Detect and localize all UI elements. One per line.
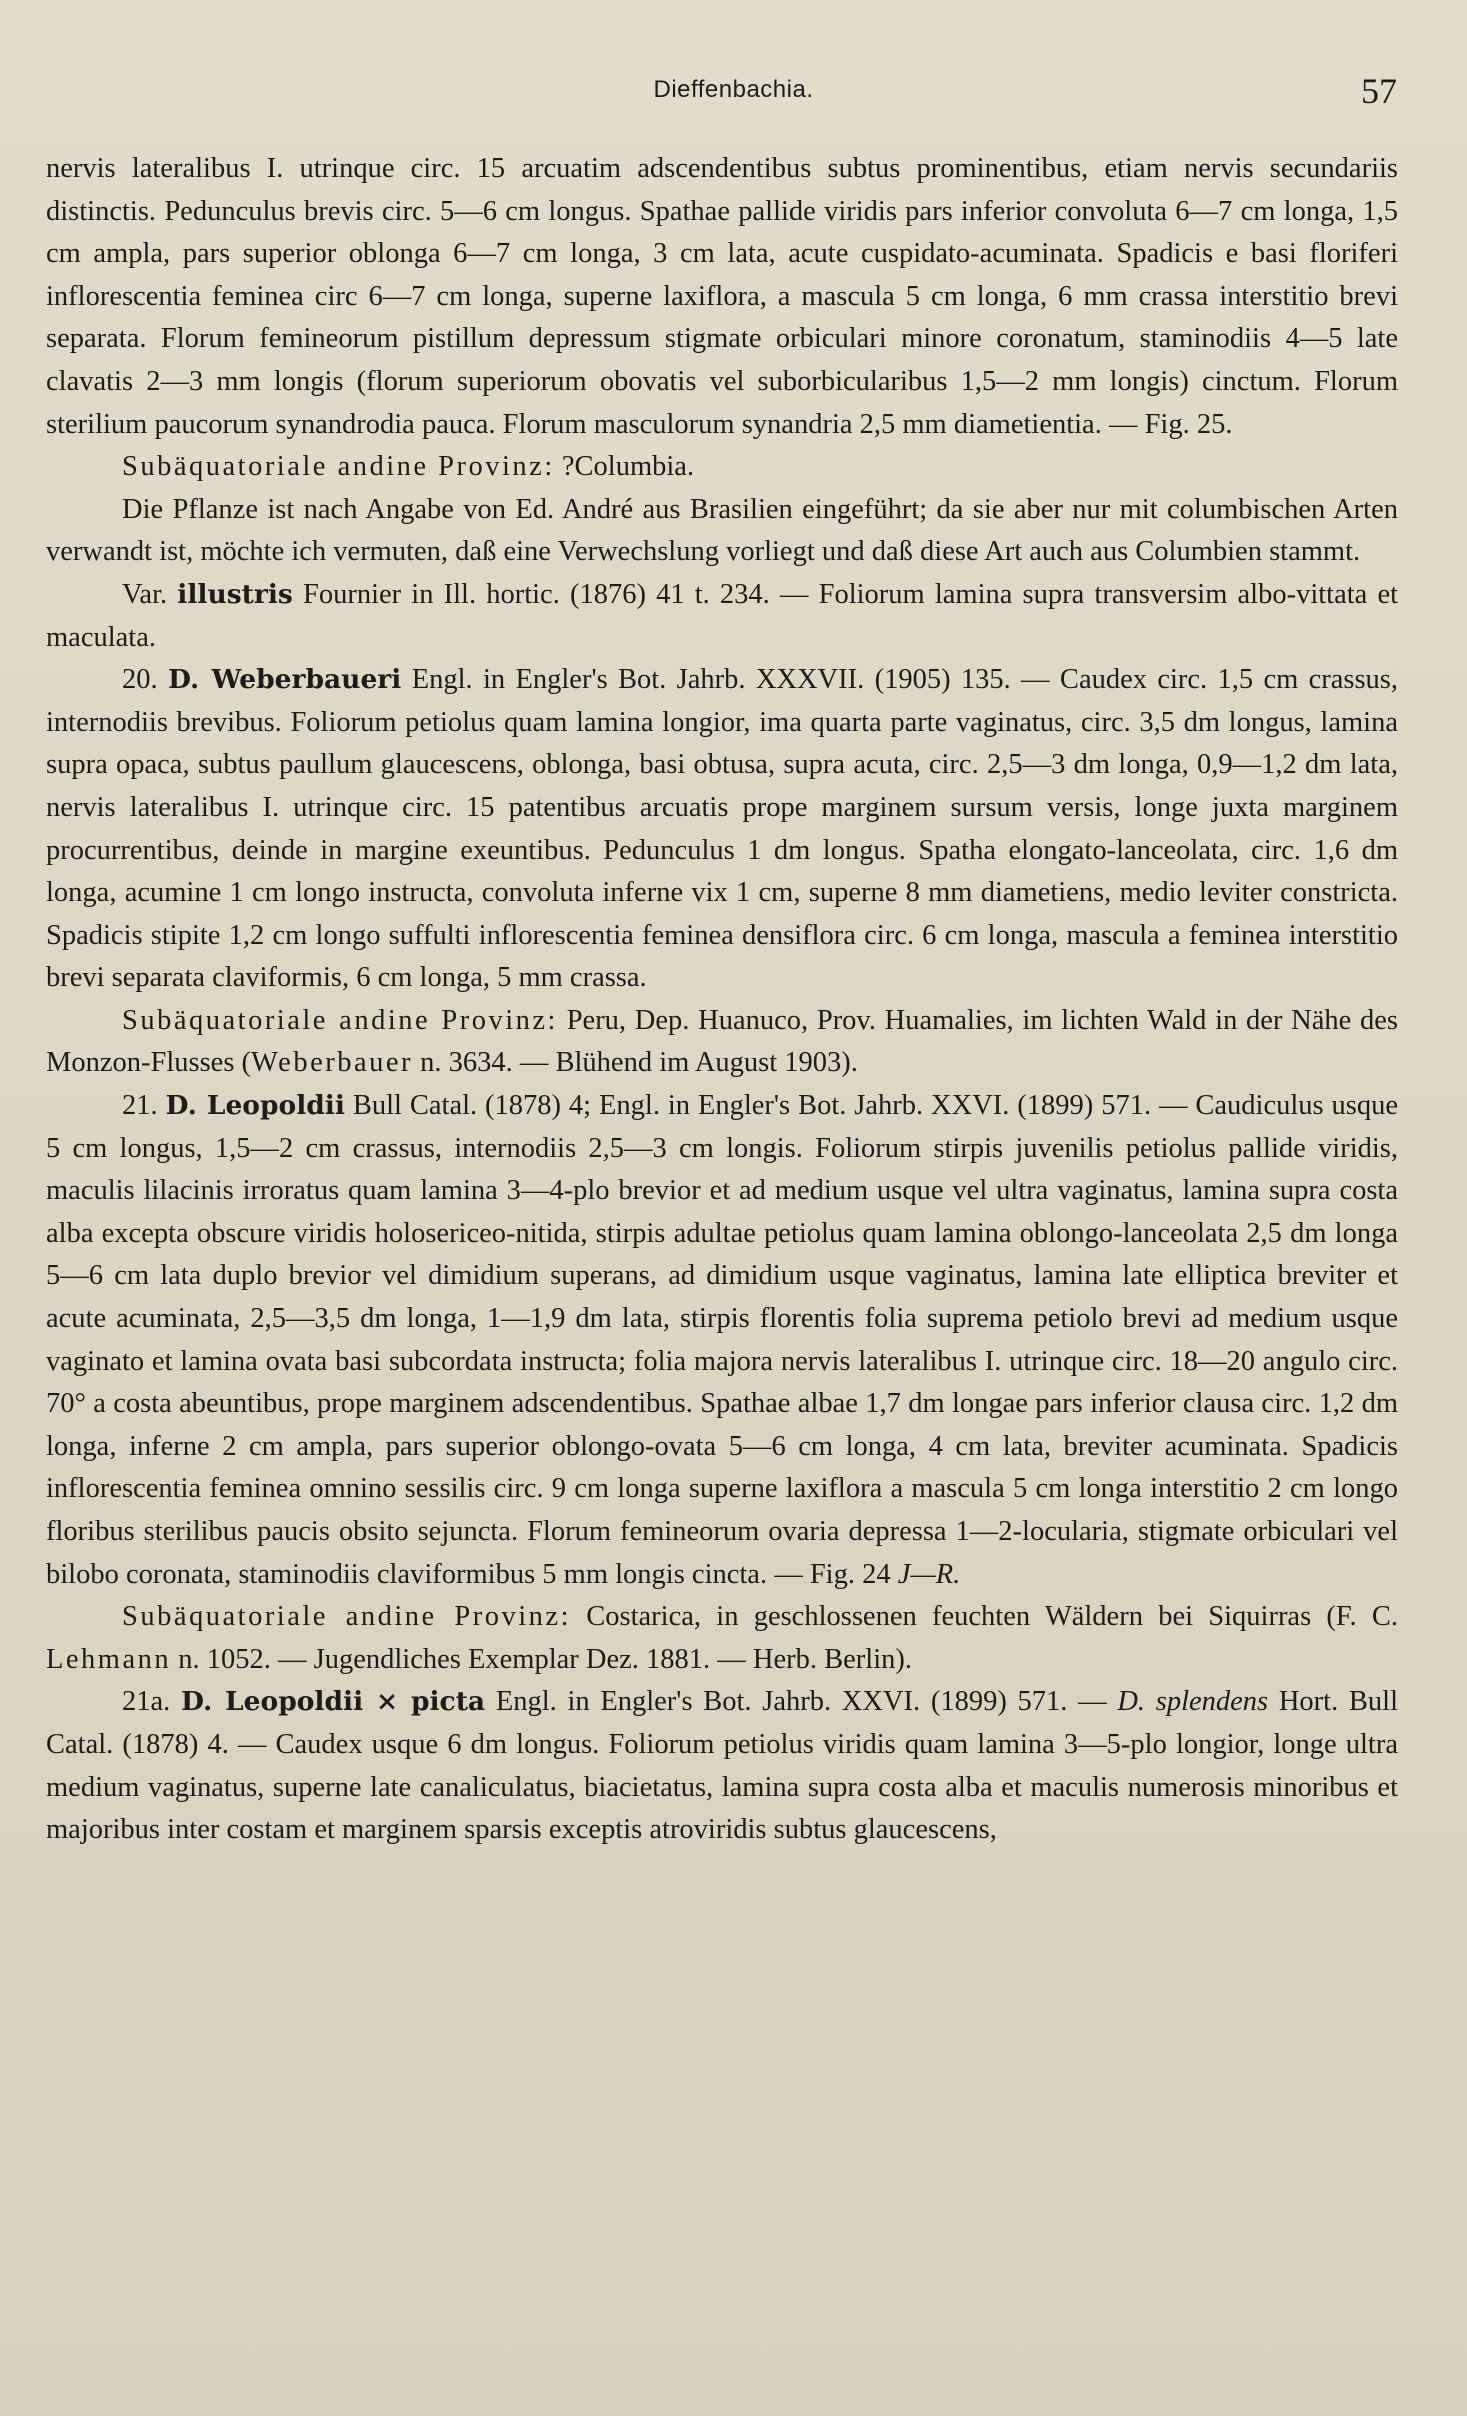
distribution-label: Subäquatoriale andine Provinz: (122, 1601, 571, 1633)
species-name: D. Leopoldii (165, 1090, 345, 1122)
distribution-label: Subäquatoriale andine Provinz: (122, 1004, 558, 1036)
paragraph-distribution (46, 446, 1398, 489)
collector-name: Lehmann (46, 1643, 172, 1675)
synonym-name: D. splendens (1117, 1686, 1269, 1718)
paragraph-distribution (46, 1596, 1398, 1681)
species-number: 21. (122, 1090, 158, 1122)
species-name: D. Leopoldii × picta (180, 1686, 486, 1718)
paragraph-variety (46, 574, 1398, 659)
species-number: 20. (122, 664, 158, 696)
distribution-text: ?Columbia. (561, 451, 695, 483)
paragraph-text: Die Pflanze ist nach Angabe von Ed. André aus Brasilien eingeführt; da sie aber nur mit columbischen Arten verwandt ist, möchte ich vermuten, daß eine Verwechslung vorliegt und daß diese Art auch aus Columbien stammt. (46, 493, 1398, 568)
variety-name: illustris (177, 578, 293, 610)
species-number: 21a. (122, 1686, 171, 1718)
paragraph-note (46, 489, 1398, 574)
paragraph-distribution (46, 1000, 1398, 1085)
species-name: D. Weberbaueri (167, 664, 402, 696)
page-body (46, 148, 1398, 1852)
paragraph-species-21 (46, 1085, 1398, 1596)
collector-name: Weberbauer (251, 1047, 413, 1079)
distribution-label: Subäquatoriale andine Provinz: (122, 451, 555, 483)
page-number: 57 (1361, 71, 1397, 111)
distribution-text: n. 3634. — Blühend im August 1903). (420, 1047, 858, 1079)
paragraph-text: Fournier in Ill. hortic. (1876) 41 t. 234. — Foliorum lamina supra transversim albo-vittata et maculata. (46, 578, 1399, 653)
figure-reference: J—R. (897, 1558, 961, 1590)
paragraph-text: Hort. Bull Catal. (1878) 4. — Caudex usque 6 dm longus. Foliorum petiolus viridis quam lamina 3—5-plo longior, longe ultra medium vaginatus, superne late canaliculatus, biacietatus, lamina supra costa alba et maculis numerosis minoribus et majoribus inter costam et marginem sparsis exceptis atroviridis subtus glaucescens, (46, 1686, 1399, 1846)
paragraph-text: Engl. in Engler's Bot. Jahrb. XXVI. (1899) 571. — (495, 1686, 1107, 1718)
paragraph-text: nervis lateralibus I. utrinque circ. 15 arcuatim adscendentibus subtus prominentibus, etiam nervis secundariis distinctis. Pedunculus brevis circ. 5—6 cm longus. Spathae pallide viridis pars inferior convoluta 6—7 cm longa, 1,5 cm ampla, pars superior oblonga 6—7 cm longa, 3 cm lata, acute cuspidato-acuminata. Spadicis e basi floriferi inflorescentia feminea circ 6—7 cm longa, superne laxiflora, a mascula 5 cm longa, 6 mm crassa interstitio brevi separata. Florum femineorum pistillum depressum stigmate orbiculari minore coronatum, staminodiis 4—5 late clavatis 2—3 mm longis (florum superiorum obovatis vel suborbicularibus 1,5—2 mm longis) cinctum. Florum sterilium paucorum synandrodia pauca. Florum masculorum synandria 2,5 mm diametientia. — Fig. 25. (46, 153, 1398, 440)
distribution-text: Peru, Dep. Huanuco, Prov. Huamalies, im lichten Wald in der Nähe des Monzon-Flusses ( (46, 1004, 1399, 1079)
paragraph-hybrid-21a (46, 1681, 1398, 1851)
running-head: Dieffenbachia. (653, 76, 814, 103)
paragraph-description-continued (46, 148, 1398, 446)
paragraph-text: Bull Catal. (1878) 4; Engl. in Engler's Bot. Jahrb. XXVI. (1899) 571. — Caudiculus usque 5 cm longus, 1,5—2 cm crassus, internodiis 2,5—3 cm longis. Foliorum stirpis juvenilis petiolus pallide viridis, maculis lilacinis irroratus quam lamina 3—4-plo brevior et ad medium usque vel ultra vaginatus, lamina supra costa alba excepta obscure viridis holosericeo-nitida, stirpis adultae petiolus quam lamina oblongo-lanceolata 2,5 dm longa 5—6 cm lata duplo brevior vel dimidium superans, ad dimidium usque vaginatus, lamina late elliptica breviter et acute acuminata, 2,5—3,5 dm longa, 1—1,9 dm lata, stirpis florentis folia suprema petiolo brevi ad medium usque vaginato et lamina ovata basi subcordata instructa; folia majora nervis lateralibus I. utrinque circ. 18—20 angulo circ. 70° a costa abeuntibus, prope marginem adscendentibus. Spathae albae 1,7 dm longae pars inferior clausa circ. 1,2 dm longa, inferne 2 cm ampla, pars superior oblongo-ovata 5—6 cm longa, 4 cm lata, breviter acuminata. Spadicis inflorescentia feminea omnino sessilis circ. 9 cm longa superne laxiflora a mascula 5 cm longa interstitio 2 cm longo floribus sterilibus paucis obsito sejuncta. Florum femineorum ovaria depressa 1—2-locularia, stigmate orbiculari vel bilobo coronata, staminodiis claviformibus 5 mm longis cincta. — Fig. 24 (46, 1090, 1399, 1590)
page-header (0, 70, 1467, 120)
paragraph-species-20 (46, 659, 1398, 1000)
distribution-text: Costarica, in geschlossenen feuchten Wäldern bei Siquirras (F. C. (586, 1601, 1398, 1633)
paragraph-text: Engl. in Engler's Bot. Jahrb. XXXVII. (1905) 135. — Caudex circ. 1,5 cm crassus, internodiis brevibus. Foliorum petiolus quam lamina longior, ima quarta parte vaginatus, circ. 3,5 dm longus, lamina supra opaca, subtus paullum glaucescens, oblonga, basi obtusa, supra acuta, circ. 2,5—3 dm longa, 0,9—1,2 dm lata, nervis lateralibus I. utrinque circ. 15 patentibus arcuatis prope marginem sursum versis, longe juxta marginem procurrentibus, deinde in margine exeuntibus. Pedunculus 1 dm longus. Spatha elongato-lanceolata, circ. 1,6 dm longa, acumine 1 cm longo instructa, convoluta inferne vix 1 cm, superne 8 mm diametiens, medio leviter constricta. Spadicis stipite 1,2 cm longo suffulti inflorescentia feminea densiflora circ. 6 cm longa, mascula a feminea interstitio brevi separata claviformis, 6 cm longa, 5 mm crassa. (46, 664, 1399, 994)
variety-prefix: Var. (122, 578, 168, 610)
distribution-text: n. 1052. — Jugendliches Exemplar Dez. 1881. — Herb. Berlin). (178, 1643, 912, 1675)
